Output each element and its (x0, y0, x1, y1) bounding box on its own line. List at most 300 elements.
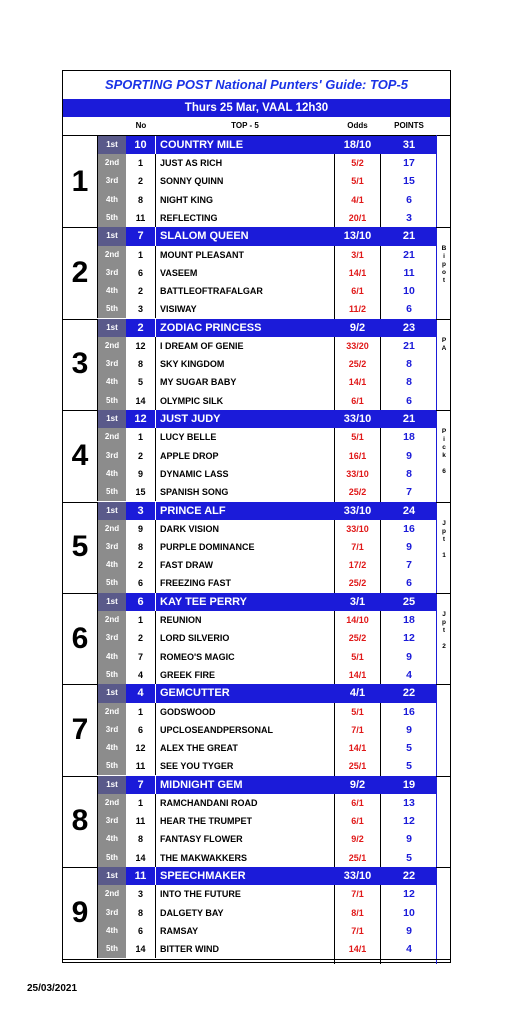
runner-number: 14 (126, 940, 156, 958)
finish-position: 4th (98, 465, 126, 483)
odds-value: 25/2 (348, 359, 367, 370)
points-value: 16 (403, 522, 415, 535)
finish-position: 4th (98, 922, 126, 940)
top-pick-row (98, 684, 436, 702)
race-group-number: 1 (63, 136, 98, 227)
pick-row (98, 300, 436, 318)
finish-position: 4th (98, 373, 126, 391)
points-value: 19 (402, 778, 416, 791)
odds-value: 5/1 (351, 176, 364, 187)
points-value: 10 (403, 906, 415, 919)
pick-row (98, 337, 436, 355)
pick-row (98, 703, 436, 721)
runner-number: 2 (126, 447, 156, 465)
column-header-points: POINTS (394, 121, 424, 130)
finish-position: 4th (98, 282, 126, 300)
points-value: 9 (406, 650, 412, 663)
pick-row (98, 447, 436, 465)
footer-date: 25/03/2021 (27, 983, 78, 994)
odds-value: 5/2 (351, 158, 364, 169)
horse-name: HEAR THE TRUMPET (160, 816, 252, 827)
group-divider (63, 959, 450, 960)
runner-number: 3 (126, 502, 156, 520)
runner-number: 2 (126, 172, 156, 190)
odds-value: 14/1 (348, 377, 367, 388)
odds-value: 14/1 (348, 742, 367, 753)
odds-value: 6/1 (351, 816, 364, 827)
points-value: 5 (406, 851, 412, 864)
horse-name: DALGETY BAY (160, 907, 224, 918)
odds-value: 14/1 (348, 943, 367, 954)
finish-position: 5th (98, 666, 126, 684)
race-group (63, 502, 450, 593)
odds-value: 33/10 (346, 468, 369, 479)
finish-position: 2nd (98, 246, 126, 264)
finish-position: 2nd (98, 794, 126, 812)
pick-row (98, 392, 436, 410)
points-value: 6 (406, 394, 412, 407)
side-note: B i p o t (441, 245, 447, 285)
odds-value: 8/1 (351, 907, 364, 918)
finish-position: 1st (98, 502, 126, 520)
pick-row (98, 849, 436, 867)
runner-number: 14 (126, 392, 156, 410)
runner-number: 5 (126, 373, 156, 391)
runner-number: 8 (126, 191, 156, 209)
runner-number: 1 (126, 611, 156, 629)
pick-row (98, 556, 436, 574)
horse-name: RAMCHANDANI ROAD (160, 797, 258, 808)
runner-number: 8 (126, 830, 156, 848)
points-value: 17 (403, 157, 415, 170)
finish-position: 1st (98, 319, 126, 337)
odds-value: 3/1 (351, 249, 364, 260)
horse-name: KAY TEE PERRY (160, 596, 248, 608)
points-value: 5 (406, 741, 412, 754)
odds-value: 25/2 (348, 486, 367, 497)
horse-name: DARK VISION (160, 523, 220, 534)
odds-value: 33/10 (343, 870, 372, 883)
points-value: 3 (406, 211, 412, 224)
race-group-number: 3 (63, 319, 98, 410)
odds-value: 14/1 (348, 267, 367, 278)
points-value: 7 (406, 485, 412, 498)
race-group (63, 227, 450, 318)
runner-number: 8 (126, 904, 156, 922)
runner-number: 4 (126, 666, 156, 684)
odds-value: 33/10 (343, 413, 372, 426)
points-value: 22 (402, 687, 416, 700)
odds-value: 5/1 (351, 651, 364, 662)
runner-number: 1 (126, 794, 156, 812)
finish-position: 3rd (98, 538, 126, 556)
pick-row (98, 739, 436, 757)
pick-row (98, 794, 436, 812)
horse-name: BITTER WIND (160, 943, 219, 954)
points-value: 21 (402, 413, 416, 426)
runner-number: 12 (126, 739, 156, 757)
runner-number: 11 (126, 757, 156, 775)
horse-name: SPEECHMAKER (160, 870, 246, 883)
race-group (63, 776, 450, 867)
points-value: 9 (406, 833, 412, 846)
runner-number: 3 (126, 300, 156, 318)
top-pick-row (98, 410, 436, 428)
odds-value: 3/1 (349, 596, 366, 608)
points-value: 21 (403, 248, 415, 261)
points-value: 21 (403, 339, 415, 352)
runner-number: 6 (126, 574, 156, 592)
finish-position: 1st (98, 227, 126, 245)
meeting-subtitle: Thurs 25 Mar, VAAL 12h30 (63, 99, 450, 117)
points-value: 4 (406, 668, 412, 681)
top-pick-row (98, 776, 436, 794)
odds-value: 7/1 (351, 724, 364, 735)
finish-position: 1st (98, 776, 126, 794)
points-value: 6 (406, 303, 412, 316)
finish-position: 2nd (98, 611, 126, 629)
runner-number: 7 (126, 227, 156, 245)
odds-value: 33/10 (346, 523, 369, 534)
horse-name: BATTLEOFTRAFALGAR (160, 285, 263, 296)
horse-name: NIGHT KING (160, 194, 213, 205)
points-value: 8 (406, 467, 412, 480)
runner-number: 1 (126, 246, 156, 264)
race-group (63, 410, 450, 501)
runner-number: 3 (126, 885, 156, 903)
runner-number: 1 (126, 154, 156, 172)
finish-position: 2nd (98, 703, 126, 721)
horse-name: SONNY QUINN (160, 176, 224, 187)
column-header-top5: TOP - 5 (231, 121, 259, 130)
pick-row (98, 373, 436, 391)
pick-row (98, 757, 436, 775)
odds-value: 25/2 (348, 633, 367, 644)
finish-position: 1st (98, 410, 126, 428)
odds-value: 4/1 (351, 194, 364, 205)
top-pick-row (98, 867, 436, 885)
horse-name: FAST DRAW (160, 560, 213, 571)
side-note: J p t 2 (442, 611, 446, 650)
finish-position: 5th (98, 300, 126, 318)
horse-name: OLYMPIC SILK (160, 395, 224, 406)
runner-number: 6 (126, 922, 156, 940)
pick-row (98, 483, 436, 501)
finish-position: 2nd (98, 337, 126, 355)
points-value: 25 (402, 596, 416, 608)
runner-number: 1 (126, 428, 156, 446)
finish-position: 3rd (98, 264, 126, 282)
runner-number: 11 (126, 812, 156, 830)
race-group (63, 684, 450, 775)
odds-value: 25/1 (348, 761, 367, 772)
pick-row (98, 520, 436, 538)
odds-value: 11/2 (348, 304, 367, 315)
runner-number: 2 (126, 319, 156, 337)
odds-value: 17/2 (348, 560, 367, 571)
pick-row (98, 666, 436, 684)
horse-name: LORD SILVERIO (160, 633, 230, 644)
points-value: 9 (406, 449, 412, 462)
odds-value: 6/1 (351, 395, 364, 406)
top-pick-row (98, 593, 436, 611)
odds-value: 9/2 (349, 778, 366, 791)
race-group-number: 8 (63, 776, 98, 867)
finish-position: 2nd (98, 154, 126, 172)
pick-row (98, 246, 436, 264)
horse-name: SKY KINGDOM (160, 359, 225, 370)
pick-row (98, 209, 436, 227)
horse-name: APPLE DROP (160, 450, 219, 461)
horse-name: SEE YOU TYGER (160, 761, 234, 772)
runner-number: 8 (126, 355, 156, 373)
points-value: 11 (403, 266, 415, 279)
horse-name: JUST JUDY (160, 413, 221, 426)
points-value: 16 (403, 705, 415, 718)
race-group-number: 7 (63, 684, 98, 775)
runner-number: 14 (126, 849, 156, 867)
pick-row (98, 355, 436, 373)
side-note: J p t 1 (442, 519, 446, 559)
odds-value: 5/1 (351, 432, 364, 443)
horse-name: I DREAM OF GENIE (160, 340, 244, 351)
finish-position: 4th (98, 191, 126, 209)
points-value: 6 (406, 577, 412, 590)
points-value: 13 (403, 796, 415, 809)
odds-value: 16/1 (348, 450, 367, 461)
race-group-number: 5 (63, 502, 98, 593)
side-note: P A (441, 336, 447, 352)
runner-number: 12 (126, 337, 156, 355)
runner-number: 2 (126, 556, 156, 574)
pick-row (98, 629, 436, 647)
odds-value: 6/1 (351, 797, 364, 808)
pick-row (98, 154, 436, 172)
runner-number: 6 (126, 721, 156, 739)
runner-number: 7 (126, 776, 156, 794)
finish-position: 5th (98, 849, 126, 867)
horse-name: SPANISH SONG (160, 486, 229, 497)
pick-row (98, 830, 436, 848)
horse-name: MY SUGAR BABY (160, 377, 237, 388)
pick-row (98, 191, 436, 209)
points-value: 23 (402, 321, 416, 334)
column-header-odds: Odds (347, 121, 368, 130)
runner-number: 8 (126, 538, 156, 556)
top-pick-row (98, 227, 436, 245)
pick-row (98, 282, 436, 300)
horse-name: PURPLE DOMINANCE (160, 541, 255, 552)
horse-name: DYNAMIC LASS (160, 468, 229, 479)
odds-value: 25/1 (348, 852, 367, 863)
finish-position: 4th (98, 830, 126, 848)
runner-number: 2 (126, 629, 156, 647)
pick-row (98, 940, 436, 958)
race-group-number: 2 (63, 227, 98, 318)
pick-row (98, 904, 436, 922)
runner-number: 2 (126, 282, 156, 300)
finish-position: 5th (98, 392, 126, 410)
finish-position: 1st (98, 867, 126, 885)
horse-name: THE MAKWAKKERS (160, 852, 247, 863)
top-pick-row (98, 319, 436, 337)
odds-value: 13/10 (343, 230, 372, 243)
points-value: 8 (406, 358, 412, 371)
horse-name: INTO THE FUTURE (160, 889, 241, 900)
finish-position: 3rd (98, 904, 126, 922)
horse-name: SLALOM QUEEN (160, 230, 249, 243)
runner-number: 11 (126, 867, 156, 885)
pick-row (98, 648, 436, 666)
finish-position: 2nd (98, 885, 126, 903)
horse-name: MIDNIGHT GEM (160, 778, 243, 791)
runner-number: 9 (126, 520, 156, 538)
runner-number: 7 (126, 648, 156, 666)
odds-value: 18/10 (343, 139, 372, 151)
finish-position: 3rd (98, 812, 126, 830)
finish-position: 2nd (98, 428, 126, 446)
points-value: 10 (403, 284, 415, 297)
finish-position: 4th (98, 556, 126, 574)
horse-name: COUNTRY MILE (160, 139, 244, 151)
odds-value: 14/1 (348, 669, 367, 680)
pick-row (98, 812, 436, 830)
pick-row (98, 465, 436, 483)
points-value: 22 (402, 870, 416, 883)
finish-position: 5th (98, 757, 126, 775)
horse-name: REUNION (160, 615, 202, 626)
column-header-no: No (135, 121, 147, 130)
finish-position: 5th (98, 483, 126, 501)
finish-position: 3rd (98, 172, 126, 190)
horse-name: ROMEO'S MAGIC (160, 651, 235, 662)
horse-name: PRINCE ALF (160, 504, 226, 517)
top-pick-row (98, 502, 436, 520)
points-value: 9 (406, 540, 412, 553)
odds-value: 9/2 (351, 834, 364, 845)
points-value: 8 (406, 376, 412, 389)
top-pick-row (98, 136, 436, 154)
odds-value: 7/1 (351, 541, 364, 552)
finish-position: 2nd (98, 520, 126, 538)
finish-position: 1st (98, 593, 126, 611)
finish-position: 3rd (98, 629, 126, 647)
odds-value: 9/2 (349, 321, 366, 334)
race-group (63, 593, 450, 684)
finish-position: 1st (98, 136, 126, 154)
horse-name: JUST AS RICH (160, 158, 223, 169)
points-value: 31 (402, 139, 416, 151)
punters-guide-sheet (62, 70, 451, 963)
points-value: 5 (406, 760, 412, 773)
odds-value: 20/1 (348, 212, 367, 223)
points-value: 21 (402, 230, 416, 243)
side-note: P i c k 6 (441, 428, 447, 476)
pick-row (98, 611, 436, 629)
race-group-number: 4 (63, 410, 98, 501)
horse-name: VISIWAY (160, 304, 197, 315)
runner-number: 10 (126, 136, 156, 154)
pick-row (98, 172, 436, 190)
runner-number: 4 (126, 684, 156, 702)
points-value: 9 (406, 924, 412, 937)
points-value: 12 (403, 888, 415, 901)
points-value: 6 (406, 193, 412, 206)
pick-row (98, 922, 436, 940)
runner-number: 15 (126, 483, 156, 501)
horse-name: REFLECTING (160, 212, 218, 223)
race-group-number: 6 (63, 593, 98, 684)
odds-value: 33/10 (343, 504, 372, 517)
horse-name: FANTASY FLOWER (160, 834, 243, 845)
horse-name: GREEK FIRE (160, 669, 216, 680)
pick-row (98, 538, 436, 556)
finish-position: 3rd (98, 721, 126, 739)
horse-name: RAMSAY (160, 925, 199, 936)
race-group (63, 867, 450, 958)
pick-row (98, 721, 436, 739)
odds-value: 7/1 (351, 889, 364, 900)
horse-name: GODSWOOD (160, 706, 216, 717)
finish-position: 4th (98, 648, 126, 666)
points-value: 9 (406, 723, 412, 736)
finish-position: 3rd (98, 355, 126, 373)
horse-name: VASEEM (160, 267, 198, 278)
page-title: SPORTING POST National Punters' Guide: TOP-5 (104, 77, 409, 92)
odds-value: 7/1 (351, 925, 364, 936)
pick-row (98, 885, 436, 903)
points-value: 24 (402, 504, 416, 517)
points-value: 12 (403, 632, 415, 645)
runner-number: 12 (126, 410, 156, 428)
finish-position: 1st (98, 684, 126, 702)
points-value: 18 (403, 431, 415, 444)
runner-number: 1 (126, 703, 156, 721)
finish-position: 5th (98, 209, 126, 227)
odds-value: 5/1 (351, 706, 364, 717)
horse-name: UPCLOSEANDPERSONAL (160, 724, 274, 735)
race-group (63, 319, 450, 410)
odds-value: 14/10 (346, 615, 369, 626)
runner-number: 11 (126, 209, 156, 227)
finish-position: 3rd (98, 447, 126, 465)
runner-number: 6 (126, 593, 156, 611)
points-value: 12 (403, 815, 415, 828)
horse-name: ALEX THE GREAT (160, 742, 238, 753)
pick-row (98, 428, 436, 446)
finish-position: 4th (98, 739, 126, 757)
horse-name: LUCY BELLE (160, 432, 217, 443)
horse-name: FREEZING FAST (160, 578, 232, 589)
horse-name: GEMCUTTER (160, 687, 230, 700)
points-value: 4 (406, 942, 412, 955)
odds-value: 4/1 (349, 687, 366, 700)
pick-row (98, 264, 436, 282)
finish-position: 5th (98, 574, 126, 592)
odds-value: 6/1 (351, 285, 364, 296)
pick-row (98, 574, 436, 592)
horse-name: ZODIAC PRINCESS (160, 321, 262, 334)
odds-value: 25/2 (348, 578, 367, 589)
odds-value: 33/20 (346, 340, 369, 351)
points-value: 15 (403, 175, 415, 188)
runner-number: 6 (126, 264, 156, 282)
runner-number: 9 (126, 465, 156, 483)
race-group-number: 9 (63, 867, 98, 958)
horse-name: MOUNT PLEASANT (160, 249, 244, 260)
points-value: 18 (403, 614, 415, 627)
points-value: 7 (406, 559, 412, 572)
